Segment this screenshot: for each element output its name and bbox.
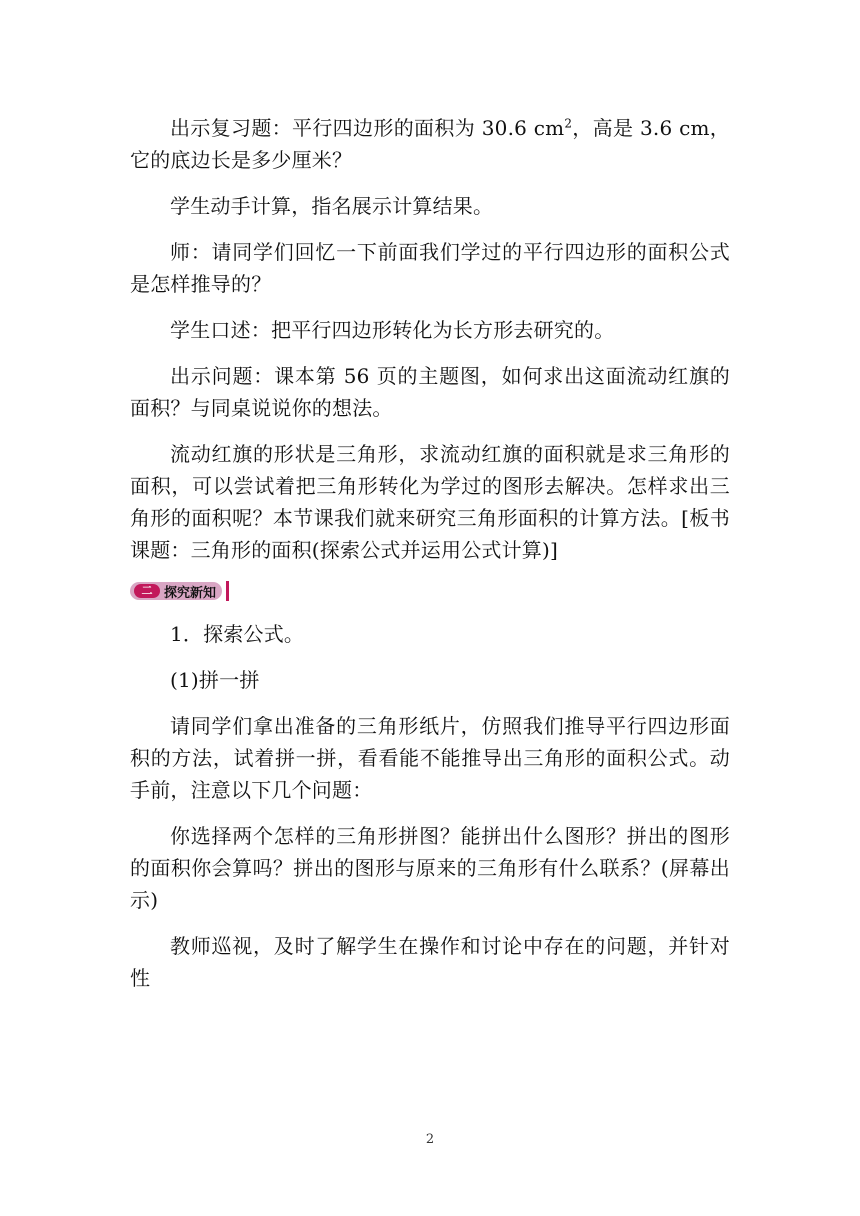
paragraph-piece-together: (1)拼一拼: [170, 668, 260, 692]
section-header: [130, 580, 730, 602]
section-title: 探究新知: [164, 585, 217, 601]
paragraph-teacher-question: 师：请同学们回忆一下前面我们学过的平行四边形的面积公式是怎样推导的？: [130, 240, 730, 296]
review-question-text-end: ，高是 3.6 cm，它的底边长是多少厘米？: [130, 116, 731, 172]
paragraph-student-calc: 学生动手计算，指名展示计算结果。: [170, 194, 494, 218]
document-body: [130, 112, 730, 1008]
paragraph-flag-shape: 流动红旗的形状是三角形，求流动红旗的面积就是求三角形的面积，可以尝试着把三角形转化为学过的图形去解决。怎样求出三角形的面积呢？本节课我们就来研究三角形面积的计算方法。[板书课题：三角形的面积(探索公式并运用公式计算)]: [130, 442, 730, 562]
paragraph-teacher-patrol: 教师巡视，及时了解学生在操作和讨论中存在的问题，并针对性: [130, 934, 730, 990]
paragraph-explore-formula: 1．探索公式。: [170, 622, 305, 646]
paragraph-review-question: [130, 112, 730, 176]
paragraph-instructions: 请同学们拿出准备的三角形纸片，仿照我们推导平行四边形面积的方法，试着拼一拼，看看能不能推导出三角形的面积公式。动手前，注意以下几个问题：: [130, 714, 730, 802]
review-question-text: 出示复习题：平行四边形的面积为 30.6 cm: [170, 116, 565, 140]
paragraph-show-problem: 出示问题：课本第 56 页的主题图，如何求出这面流动红旗的面积？与同桌说说你的想法。: [130, 364, 730, 420]
section-divider-bar: [226, 581, 229, 601]
section-pill: [130, 582, 222, 600]
superscript-2: 2: [564, 116, 573, 131]
section-number-badge: 二: [134, 584, 160, 598]
page-number: 2: [425, 1132, 435, 1147]
paragraph-questions: 你选择两个怎样的三角形拼图？能拼出什么图形？拼出的图形的面积你会算吗？拼出的图形与原来的三角形有什么联系？(屏幕出示): [130, 824, 730, 912]
paragraph-student-answer: 学生口述：把平行四边形转化为长方形去研究的。: [170, 318, 615, 342]
